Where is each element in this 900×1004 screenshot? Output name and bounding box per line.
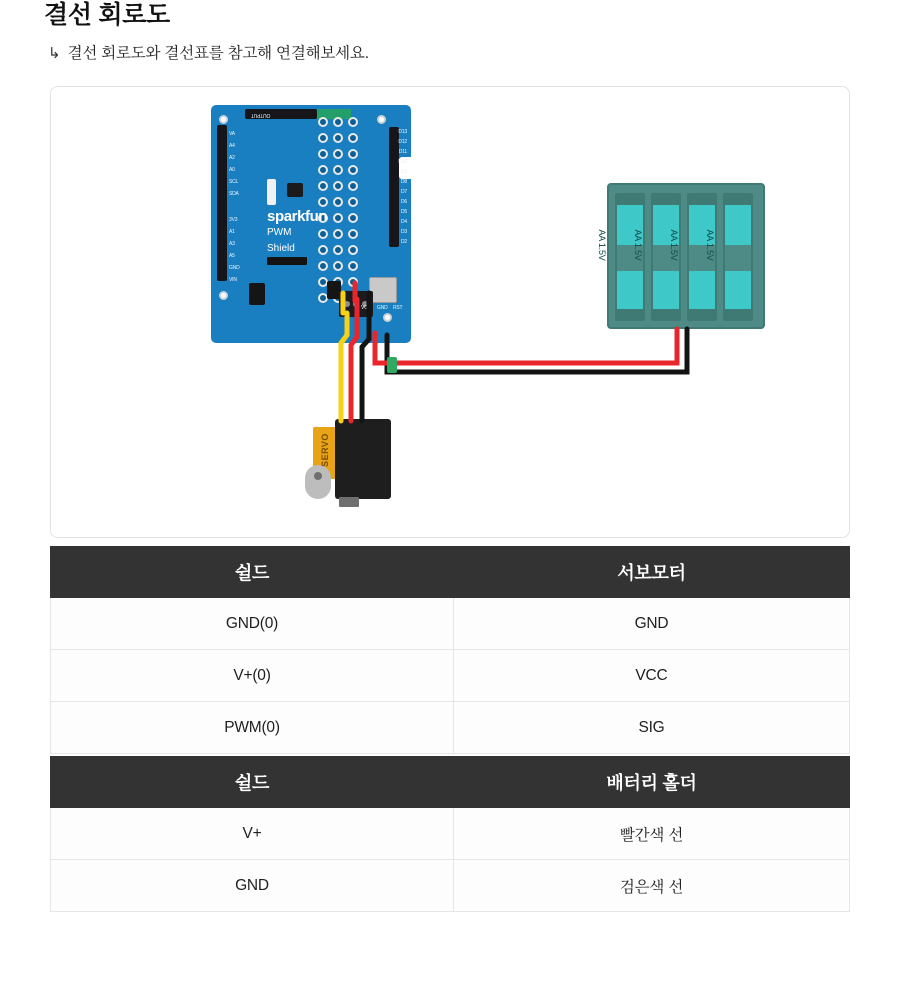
board-pin-label: 3V3 (229, 217, 238, 223)
board-bottom-label: VCC (361, 305, 371, 311)
table-row (51, 860, 850, 912)
board-pin-label: D12 (398, 139, 407, 145)
wiring-diagram-canvas (51, 87, 849, 537)
board-pin-label: D9 (401, 169, 407, 175)
table-cell: 빨간색 선 (454, 808, 850, 860)
wire-power-battery (375, 329, 677, 363)
board-pin-label: D6 (401, 199, 407, 205)
servo-wiring-table (50, 546, 850, 754)
board-pin-label: A0 (229, 167, 235, 173)
wire-ground-battery (387, 329, 687, 372)
board-pin-label: D11 (398, 149, 407, 155)
board-pin-label: D13 (398, 129, 407, 135)
page-subtitle: 결선 회로도와 결선표를 참고해 연결해보세요. (67, 45, 369, 62)
table-cell: V+ (51, 808, 454, 860)
table-cell: GND(0) (51, 598, 454, 650)
servo-label: SERVO (320, 433, 330, 467)
table-row (51, 702, 850, 754)
battery-wiring-table (50, 756, 850, 912)
page-title: 결선 회로도 (44, 1, 170, 29)
table-cell: GND (454, 598, 850, 650)
arrow-icon: ↳ (48, 45, 61, 62)
board-pin-label: SCL (229, 179, 239, 185)
board-pin-label: SDA (229, 191, 239, 197)
table-cell: 검은색 선 (454, 860, 850, 912)
battery-cell-label: AA 1.5V (705, 229, 715, 261)
table-header-cell: 서보모터 (454, 547, 850, 598)
battery-cell-label: AA 1.5V (597, 229, 607, 261)
table-row (51, 650, 850, 702)
board-pin-label: A4 (229, 143, 235, 149)
table-row (51, 808, 850, 860)
wire-connector (387, 357, 397, 373)
board-pin-label: D8 (401, 179, 407, 185)
table-cell: GND (51, 860, 454, 912)
board-product-line: PWM (267, 227, 292, 238)
board-brand-text: sparkfun (267, 208, 328, 225)
table-header-row (51, 547, 850, 598)
table-cell: SIG (454, 702, 850, 754)
board-pin-label: A2 (229, 155, 235, 161)
battery-cell-label: AA 1.5V (669, 229, 679, 261)
table-cell: V+(0) (51, 650, 454, 702)
wire-servo-gnd (362, 293, 369, 421)
table-header-row (51, 757, 850, 808)
wire-layer (51, 87, 851, 539)
board-bottom-label: GND (377, 305, 388, 311)
board-pin-label: D2 (401, 239, 407, 245)
board-pin-label: A3 (229, 241, 235, 247)
board-pin-label: GND (229, 265, 240, 271)
board-pin-label: D7 (401, 189, 407, 195)
board-bottom-label: RST (393, 305, 403, 311)
board-output-label: OUTPUT (251, 112, 271, 118)
table-header-cell: 배터리 홀더 (454, 757, 850, 808)
board-pin-label: A1 (229, 229, 235, 235)
wire-servo-signal (341, 313, 347, 421)
table-header-cell: 쉴드 (51, 757, 454, 808)
subtitle-row (0, 30, 900, 64)
table-header-cell: 쉴드 (51, 547, 454, 598)
board-pin-label: D5 (401, 209, 407, 215)
table-row (51, 598, 850, 650)
table-cell: VCC (454, 650, 850, 702)
board-pin-label: VA (229, 131, 235, 137)
board-pin-label: D4 (401, 219, 407, 225)
wire-servo-vcc (351, 299, 357, 421)
wiring-diagram-panel (50, 86, 850, 538)
battery-cell-label: AA 1.5V (633, 229, 643, 261)
board-pin-label: A5 (229, 253, 235, 259)
table-cell: PWM(0) (51, 702, 454, 754)
board-pin-label: D10 (398, 159, 407, 165)
board-pin-label: D3 (401, 229, 407, 235)
board-pin-label: VIN (229, 277, 237, 283)
board-product-sub: Shield (267, 243, 295, 254)
